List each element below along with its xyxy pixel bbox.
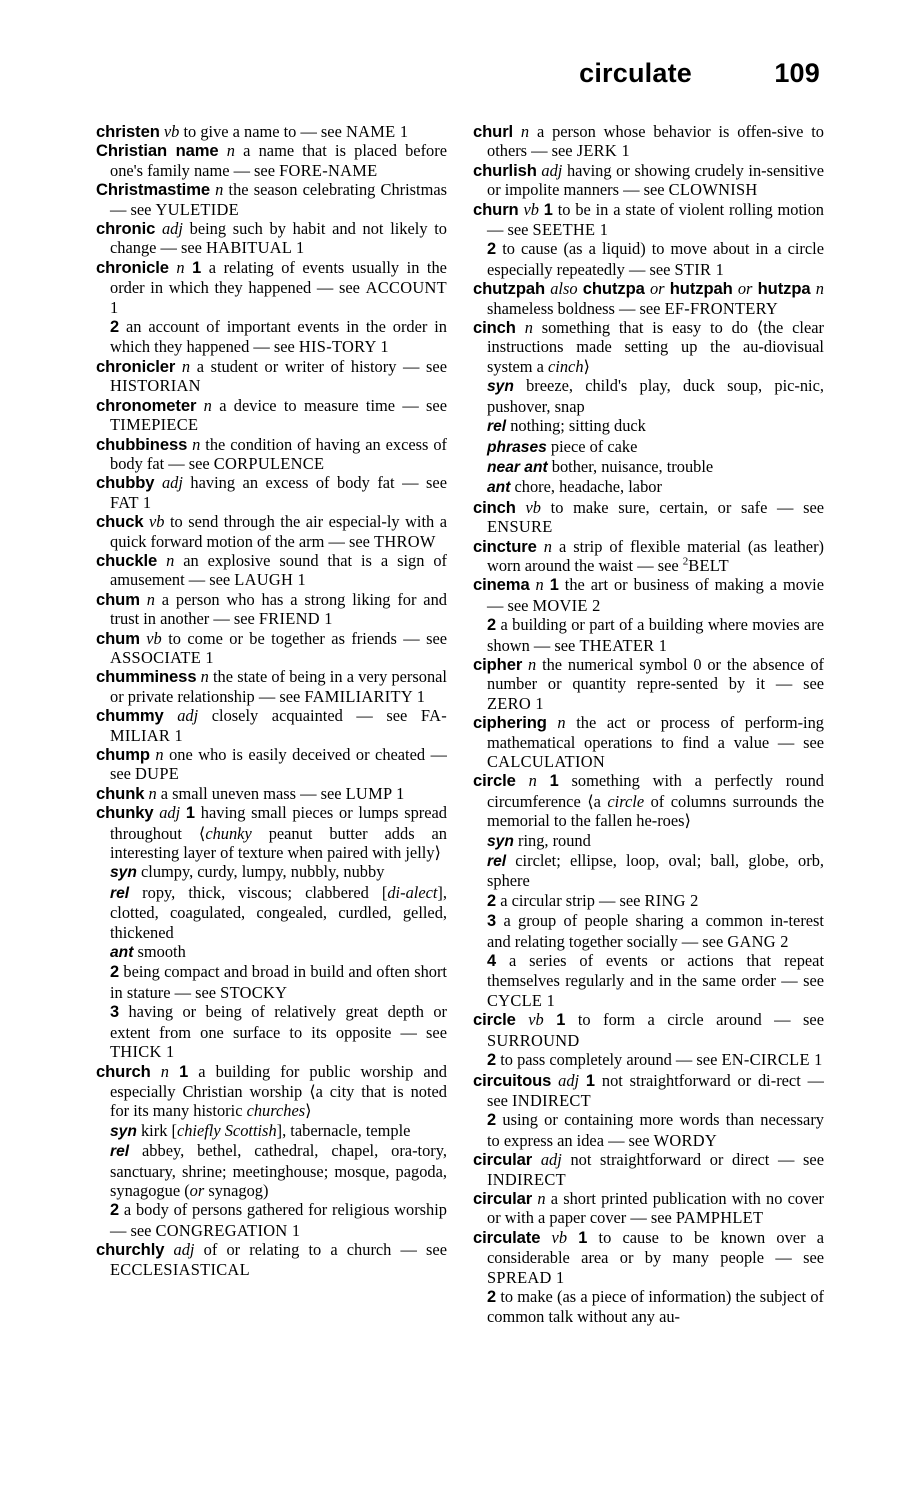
usage-example: ⟨a city that is noted for its many historic churches⟩ bbox=[110, 1081, 447, 1121]
headword[interactable]: chronometer bbox=[96, 395, 197, 415]
headword[interactable]: circulate bbox=[473, 1227, 541, 1247]
part-of-speech: n bbox=[535, 575, 544, 595]
definition-text: being such by habit and not likely to change — see bbox=[110, 219, 447, 258]
cross-reference[interactable]: ZERO 1 bbox=[487, 693, 544, 713]
definition-text: using or containing more words than necessary to express an idea — see bbox=[487, 1110, 824, 1150]
definition-text: having or showing crudely in-sensitive or impolite manners — see bbox=[487, 160, 824, 200]
part-of-speech: n bbox=[528, 771, 537, 791]
sense-block bbox=[473, 1287, 824, 1327]
definition-text: the art or business of making a movie — see bbox=[487, 575, 824, 615]
headword[interactable]: cinch bbox=[473, 318, 516, 338]
part-of-speech: n bbox=[815, 279, 824, 299]
definition-text: of or relating to a church — see bbox=[203, 1240, 447, 1260]
cross-reference[interactable]: THICK 1 bbox=[110, 1042, 175, 1062]
part-of-speech: n bbox=[215, 180, 224, 200]
definition-text: the state of being in a very personal or private relationship — see bbox=[110, 667, 447, 706]
dictionary-entry bbox=[473, 537, 824, 576]
part-of-speech: n bbox=[160, 1061, 169, 1081]
part-of-speech: n bbox=[176, 257, 185, 277]
sense-number: 1 bbox=[179, 1062, 189, 1081]
part-of-speech: vb bbox=[528, 1010, 544, 1030]
variant-headword[interactable]: chutzpa bbox=[582, 279, 645, 299]
dictionary-entry bbox=[96, 141, 447, 180]
dictionary-entry bbox=[473, 713, 824, 771]
sense-label-text: smooth bbox=[137, 942, 186, 962]
cross-reference[interactable]: RING 2 bbox=[644, 890, 699, 910]
sense-label: syn bbox=[110, 1122, 137, 1140]
headword[interactable]: churn bbox=[473, 199, 519, 219]
part-of-speech: adj bbox=[161, 219, 183, 239]
headword[interactable]: ciphering bbox=[473, 713, 547, 733]
definition-text: to make sure, certain, or safe — see bbox=[550, 497, 824, 517]
dictionary-entry bbox=[473, 279, 824, 318]
part-of-speech: adj bbox=[161, 473, 183, 493]
cross-reference[interactable]: INDIRECT bbox=[487, 1169, 566, 1189]
running-head bbox=[96, 58, 820, 100]
definition-text: being compact and broad in build and often short in stature — see bbox=[110, 962, 447, 1002]
definition-text: a circular strip — see bbox=[500, 890, 641, 910]
cross-reference[interactable]: GANG 2 bbox=[727, 931, 789, 951]
part-of-speech: n bbox=[524, 318, 533, 338]
sense-label: syn bbox=[487, 378, 514, 396]
headword[interactable]: cincture bbox=[473, 536, 537, 556]
sense-label-block bbox=[96, 1141, 447, 1200]
cross-reference[interactable]: HABITUAL 1 bbox=[206, 238, 305, 258]
dictionary-entry bbox=[96, 590, 447, 629]
cross-reference[interactable]: FAMILIARITY 1 bbox=[304, 686, 426, 706]
sense-label-block bbox=[96, 883, 447, 942]
part-of-speech: n bbox=[543, 536, 552, 556]
dictionary-entry bbox=[96, 667, 447, 706]
sense-label-text: clumpy, curdy, lumpy, nubbly, nubby bbox=[140, 862, 385, 882]
sense-label-block bbox=[473, 416, 824, 436]
part-of-speech: n bbox=[520, 122, 530, 141]
headword[interactable]: cinema bbox=[473, 575, 530, 595]
sense-block bbox=[473, 1050, 824, 1070]
cross-reference[interactable]: MOVIE 2 bbox=[532, 595, 601, 615]
definition-text: one who is easily deceived or cheated — see bbox=[110, 745, 447, 784]
sense-number: 2 bbox=[110, 318, 120, 337]
sense-number: 1 bbox=[556, 1011, 566, 1030]
cross-reference[interactable]: CONGREGATION 1 bbox=[155, 1220, 301, 1240]
part-of-speech: adj bbox=[540, 1150, 562, 1170]
part-of-speech: n bbox=[181, 356, 191, 376]
definition-text: a person who has a strong liking for and trust in another — see bbox=[110, 589, 447, 629]
variant-headword[interactable]: hutzpah bbox=[669, 279, 733, 299]
cross-reference[interactable]: SEETHE 1 bbox=[532, 220, 609, 240]
cross-reference[interactable]: HIS-TORY 1 bbox=[298, 337, 389, 357]
sense-number: 1 bbox=[549, 772, 559, 791]
dictionary-entry bbox=[473, 655, 824, 713]
headword[interactable]: chronicler bbox=[96, 356, 176, 376]
headword[interactable]: chunky bbox=[96, 803, 154, 823]
sense-label: syn bbox=[487, 832, 514, 850]
sense-number: 2 bbox=[110, 963, 120, 982]
part-of-speech: n bbox=[148, 783, 157, 803]
headword[interactable]: church bbox=[96, 1061, 151, 1081]
cross-reference[interactable]: DUPE bbox=[135, 764, 180, 784]
sense-label: ant bbox=[110, 944, 134, 962]
definition-text: to make (as a piece of information) the subject of common talk without any au- bbox=[487, 1286, 824, 1327]
dictionary-entry bbox=[96, 784, 447, 803]
cross-reference[interactable]: HISTORIAN bbox=[110, 376, 201, 396]
sense-number: 1 bbox=[192, 258, 202, 277]
dictionary-entry bbox=[96, 122, 447, 141]
part-of-speech: n bbox=[537, 1188, 546, 1208]
sense-block bbox=[473, 891, 824, 911]
headword[interactable]: christen bbox=[96, 122, 160, 141]
headword[interactable]: chubby bbox=[96, 473, 155, 493]
part-of-speech: n bbox=[200, 667, 209, 687]
sense-block bbox=[96, 962, 447, 1002]
sense-label: syn bbox=[110, 864, 137, 882]
definition-text: closely acquainted — see bbox=[211, 706, 408, 726]
usage-example-headword: chunky bbox=[205, 823, 252, 843]
cross-reference[interactable]: ASSOCIATE 1 bbox=[110, 647, 214, 667]
dictionary-entry bbox=[96, 706, 447, 745]
sense-number: 1 bbox=[585, 1071, 596, 1090]
definition-text: shameless boldness — see bbox=[487, 298, 661, 318]
sense-label-block bbox=[473, 376, 824, 416]
definition-text: a small uneven mass — see bbox=[160, 783, 342, 803]
definition-text: having small pieces or lumps spread throughout bbox=[110, 803, 447, 843]
right-column bbox=[473, 122, 824, 1472]
headword[interactable]: circular bbox=[473, 1150, 533, 1170]
variant-connector: or bbox=[649, 279, 665, 299]
cross-reference[interactable]: STIR 1 bbox=[674, 259, 725, 279]
cross-reference[interactable]: LUMP 1 bbox=[345, 783, 405, 803]
sense-label: near ant bbox=[487, 458, 548, 476]
dictionary-entry bbox=[96, 745, 447, 784]
sense-label-text: chore, headache, labor bbox=[514, 477, 662, 497]
sense-label-text: circlet; ellipse, loop, oval; ball, globe, orb, sphere bbox=[487, 851, 824, 891]
usage-example: ⟨a circle of columns surrounds the memorial to the fallen he-roes⟩ bbox=[487, 791, 824, 831]
sense-number: 2 bbox=[487, 1287, 497, 1306]
headword[interactable]: chuck bbox=[96, 512, 144, 532]
sense-number: 2 bbox=[487, 240, 497, 259]
definition-text: the numerical symbol 0 or the absence of number or quantity repre-sented by it — see bbox=[487, 654, 824, 694]
part-of-speech: adj bbox=[558, 1070, 580, 1090]
sense-label-block bbox=[96, 862, 447, 882]
cross-reference[interactable]: FRIEND 1 bbox=[258, 609, 333, 629]
headword[interactable]: cipher bbox=[473, 654, 523, 674]
usage-example: ⟨chunky peanut butter adds an interesting layer of texture when paired with jelly⟩ bbox=[110, 823, 447, 863]
sense-block bbox=[473, 911, 824, 951]
part-of-speech: n bbox=[226, 141, 235, 161]
definition-text: not straightforward or direct — see bbox=[570, 1150, 824, 1170]
part-of-speech: vb bbox=[551, 1227, 568, 1247]
sense-number: 2 bbox=[487, 616, 497, 635]
dictionary-entry bbox=[473, 1071, 824, 1111]
definition-text: the season celebrating Christmas — see bbox=[110, 180, 447, 219]
part-of-speech: n bbox=[557, 713, 566, 733]
sense-label-text: abbey, bethel, cathedral, chapel, ora-tory, sanctuary, shrine; meetinghouse; mosque, pagoda, synagogue (or synagog) bbox=[110, 1141, 447, 1200]
sense-label: ant bbox=[487, 479, 511, 497]
cross-reference[interactable]: EN-CIRCLE 1 bbox=[721, 1050, 823, 1070]
cross-reference[interactable]: INDIRECT bbox=[512, 1090, 591, 1110]
definition-text: to cause (as a liquid) to move about in a circle especially repeatedly — see bbox=[487, 239, 824, 279]
cross-reference[interactable]: SPREAD 1 bbox=[487, 1267, 565, 1287]
headword[interactable]: chum bbox=[96, 628, 140, 648]
sense-number: 2 bbox=[110, 1201, 120, 1220]
dictionary-entry bbox=[96, 258, 447, 317]
sense-label-text: breeze, child's play, duck soup, pic-nic, pushover, snap bbox=[487, 376, 824, 416]
cross-reference[interactable]: TIMEPIECE bbox=[110, 415, 199, 435]
definition-text: something that is easy to do bbox=[541, 318, 749, 338]
definition-text: not straightforward or di-rect — see bbox=[487, 1070, 824, 1110]
part-of-speech: n bbox=[192, 434, 201, 454]
cross-reference[interactable]: FORE-NAME bbox=[279, 160, 378, 180]
sense-label: rel bbox=[487, 853, 507, 871]
cross-reference[interactable]: NAME 1 bbox=[345, 122, 409, 141]
dictionary-entry bbox=[473, 575, 824, 615]
sense-block bbox=[473, 239, 824, 279]
headword[interactable]: churl bbox=[473, 122, 514, 141]
part-of-speech: n bbox=[203, 395, 212, 415]
cross-reference[interactable]: LAUGH 1 bbox=[234, 570, 307, 590]
cross-reference[interactable]: WORDY bbox=[653, 1130, 718, 1150]
dictionary-entry bbox=[96, 1240, 447, 1279]
sense-block bbox=[96, 1002, 447, 1061]
part-of-speech: n bbox=[146, 589, 155, 609]
definition-text: a building or part of a building where movies are shown — see bbox=[487, 615, 824, 655]
dictionary-entry bbox=[96, 512, 447, 551]
dictionary-entry bbox=[96, 180, 447, 219]
cross-reference[interactable]: STOCKY bbox=[220, 982, 288, 1002]
dictionary-entry bbox=[473, 498, 824, 537]
sense-number: 3 bbox=[110, 1003, 120, 1022]
sense-label-text: ring, round bbox=[517, 830, 591, 850]
part-of-speech: vb bbox=[525, 497, 541, 517]
sense-label-block bbox=[473, 457, 824, 477]
cross-reference[interactable]: ECCLESIASTICAL bbox=[110, 1259, 250, 1279]
definition-text: to come or be together as friends — see bbox=[168, 628, 447, 648]
headword[interactable]: chutzpah bbox=[473, 279, 546, 299]
sense-label-text: kirk [chiefly Scottish], tabernacle, temple bbox=[140, 1120, 411, 1140]
headword[interactable]: chuckle bbox=[96, 550, 158, 570]
cross-reference[interactable]: CLOWNISH bbox=[668, 180, 758, 200]
sense-number: 1 bbox=[549, 576, 559, 595]
definition-text: to pass completely around — see bbox=[500, 1050, 718, 1070]
sense-label-block bbox=[473, 831, 824, 851]
part-of-speech: adj bbox=[159, 803, 181, 823]
cross-reference[interactable]: ENSURE bbox=[487, 517, 553, 537]
definition-text: having or being of relatively great depth or extent from one surface to its opposite — see bbox=[110, 1002, 447, 1042]
part-of-speech: adj bbox=[177, 706, 199, 726]
headword[interactable]: circle bbox=[473, 1010, 516, 1030]
dictionary-entry bbox=[96, 551, 447, 590]
dictionary-entry bbox=[473, 318, 824, 376]
sense-block bbox=[96, 1200, 447, 1240]
headword[interactable]: chump bbox=[96, 745, 150, 764]
sense-block bbox=[96, 317, 447, 357]
headword[interactable]: circular bbox=[473, 1188, 533, 1208]
cross-reference[interactable]: CYCLE 1 bbox=[487, 990, 556, 1010]
definition-text: a group of people sharing a common in-terest and relating together socially — see bbox=[487, 911, 824, 951]
sense-label-text: piece of cake bbox=[550, 436, 638, 456]
dictionary-entry bbox=[473, 161, 824, 200]
sense-label-block bbox=[96, 942, 447, 962]
definition-text: to send through the air especial-ly with a quick forward motion of the arm — see bbox=[110, 512, 447, 551]
definition-text: to form a circle around — see bbox=[577, 1010, 824, 1030]
sense-block bbox=[473, 951, 824, 1010]
definition-text: to give a name to — see bbox=[183, 122, 342, 141]
cross-reference[interactable]: JERK 1 bbox=[576, 141, 630, 161]
variant-connector: or bbox=[737, 279, 753, 299]
homograph-superscript: 2 bbox=[682, 555, 689, 568]
sense-number: 1 bbox=[578, 1228, 588, 1247]
definition-text: a student or writer of history — see bbox=[196, 356, 447, 376]
part-of-speech: n bbox=[155, 745, 164, 764]
sense-number: 1 bbox=[185, 804, 196, 823]
headword[interactable]: cinch bbox=[473, 497, 516, 517]
dictionary-entry bbox=[96, 1062, 447, 1121]
usage-example-headword: circle bbox=[607, 791, 645, 811]
left-column bbox=[96, 122, 447, 1472]
headword[interactable]: chronicle bbox=[96, 257, 169, 277]
cross-reference[interactable]: FAT 1 bbox=[110, 492, 152, 512]
cross-reference[interactable]: EF-FRONTERY bbox=[664, 298, 779, 318]
sense-label: phrases bbox=[487, 438, 547, 456]
headword[interactable]: chronic bbox=[96, 219, 156, 239]
part-of-speech: vb bbox=[523, 199, 539, 219]
definition-text: having an excess of body fat — see bbox=[190, 473, 447, 493]
cross-reference[interactable]: FA-MILIAR 1 bbox=[110, 706, 447, 745]
sense-number: 2 bbox=[487, 1051, 497, 1070]
dictionary-entry bbox=[473, 122, 824, 161]
cross-reference[interactable]: PAMPHLET bbox=[675, 1208, 764, 1228]
sense-number: 2 bbox=[487, 1111, 497, 1130]
dictionary-entry bbox=[473, 200, 824, 240]
dictionary-entry bbox=[473, 771, 824, 830]
definition-text: an explosive sound that is a sign of amusement — see bbox=[110, 550, 447, 590]
definition-text: an account of important events in the order in which they happened — see bbox=[110, 317, 447, 357]
variant-headword[interactable]: hutzpa bbox=[757, 279, 811, 299]
usage-example: ⟨the clear instructions made setting up the au-diovisual system a cinch⟩ bbox=[487, 318, 824, 376]
definition-text: to cause to be known over a considerable area or by many people — see bbox=[487, 1227, 824, 1268]
sense-label-block bbox=[96, 1121, 447, 1141]
dictionary-entry bbox=[473, 1189, 824, 1228]
sense-block bbox=[473, 1110, 824, 1150]
dictionary-entry bbox=[96, 473, 447, 512]
definition-text: a body of persons gathered for religious worship — see bbox=[110, 1200, 447, 1240]
cross-reference[interactable]: CALCULATION bbox=[487, 752, 606, 771]
part-of-speech: adj bbox=[541, 160, 563, 180]
headword[interactable]: chumminess bbox=[96, 667, 197, 687]
definition-text: the act or process of perform-ing mathematical operations to find a value — see bbox=[487, 713, 824, 752]
dictionary-entry bbox=[96, 219, 447, 258]
part-of-speech: adj bbox=[173, 1240, 195, 1260]
dictionary-entry bbox=[96, 357, 447, 396]
definition-text: a building for public worship and especially Christian worship bbox=[110, 1061, 447, 1101]
part-of-speech: vb bbox=[148, 512, 165, 532]
usage-example-headword: churches bbox=[246, 1101, 306, 1121]
dictionary-entry bbox=[473, 1010, 824, 1050]
sense-block bbox=[473, 615, 824, 655]
variant-connector: also bbox=[550, 279, 578, 299]
cross-reference[interactable]: ACCOUNT 1 bbox=[110, 278, 447, 317]
page-number: 109 bbox=[774, 58, 820, 88]
cross-reference[interactable]: BELT bbox=[688, 555, 729, 575]
sense-label-block bbox=[473, 477, 824, 497]
part-of-speech: n bbox=[166, 550, 175, 570]
running-head-word: circulate bbox=[579, 58, 692, 88]
dictionary-entry bbox=[96, 396, 447, 435]
part-of-speech: n bbox=[528, 654, 537, 674]
headword[interactable]: Christmastime bbox=[96, 180, 210, 200]
dictionary-entry bbox=[96, 629, 447, 668]
sense-number: 3 bbox=[487, 912, 497, 931]
definition-text: a person whose behavior is offen-sive to others — see bbox=[487, 122, 824, 161]
sense-label-block bbox=[473, 437, 824, 457]
headword[interactable]: chummy bbox=[96, 706, 164, 726]
headword[interactable]: churchly bbox=[96, 1240, 165, 1260]
sense-label-text: ropy, thick, viscous; clabbered [di-alect], clotted, coagulated, congealed, curdled, gelled, thickened bbox=[110, 882, 447, 942]
headword[interactable]: Christian name bbox=[96, 141, 219, 161]
headword[interactable]: circuitous bbox=[473, 1070, 552, 1090]
definition-text: something with a perfectly round circumference bbox=[487, 771, 824, 811]
dictionary-entry bbox=[473, 1150, 824, 1189]
columns-container bbox=[96, 122, 824, 1472]
definition-text: a name that is placed before one's family name — see bbox=[110, 141, 447, 180]
definition-text: to be in a state of violent rolling motion — see bbox=[487, 199, 824, 240]
dictionary-entry bbox=[96, 435, 447, 474]
dictionary-entry bbox=[96, 803, 447, 862]
sense-label: rel bbox=[110, 1143, 130, 1161]
headword[interactable]: chubbiness bbox=[96, 434, 188, 454]
dictionary-entry bbox=[473, 1228, 824, 1287]
sense-number: 1 bbox=[543, 200, 553, 219]
definition-text: a short printed publication with no cover or with a paper cover — see bbox=[487, 1188, 824, 1228]
sense-label: rel bbox=[110, 884, 130, 902]
part-of-speech: vb bbox=[146, 628, 162, 648]
definition-text: a relating of events usually in the order in which they happened — see bbox=[110, 257, 447, 298]
cross-reference[interactable]: THEATER 1 bbox=[579, 635, 668, 655]
sense-label-block bbox=[473, 851, 824, 891]
definition-text: a device to measure time — see bbox=[219, 395, 447, 415]
definition-text: a strip of flexible material (as leather) worn around the waist — see bbox=[487, 536, 824, 575]
part-of-speech: vb bbox=[163, 122, 180, 141]
cross-reference[interactable]: THROW bbox=[374, 531, 436, 551]
headword[interactable]: churlish bbox=[473, 160, 537, 180]
headword[interactable]: circle bbox=[473, 771, 516, 791]
usage-example-headword: cinch bbox=[548, 356, 584, 376]
sense-label-text: nothing; sitting duck bbox=[510, 416, 646, 436]
definition-text: a series of events or actions that repeat themselves regularly and in the same order — see bbox=[487, 951, 824, 991]
definition-text: the condition of having an excess of body fat — see bbox=[110, 434, 447, 473]
headword[interactable]: chunk bbox=[96, 783, 145, 803]
cross-reference[interactable]: SURROUND bbox=[487, 1030, 580, 1050]
headword[interactable]: chum bbox=[96, 589, 140, 609]
cross-reference[interactable]: YULETIDE bbox=[155, 199, 239, 219]
sense-number: 4 bbox=[487, 952, 497, 971]
sense-label: rel bbox=[487, 418, 507, 436]
sense-number: 2 bbox=[487, 891, 497, 910]
sense-label-text: bother, nuisance, trouble bbox=[551, 456, 714, 476]
cross-reference[interactable]: CORPULENCE bbox=[213, 453, 325, 473]
